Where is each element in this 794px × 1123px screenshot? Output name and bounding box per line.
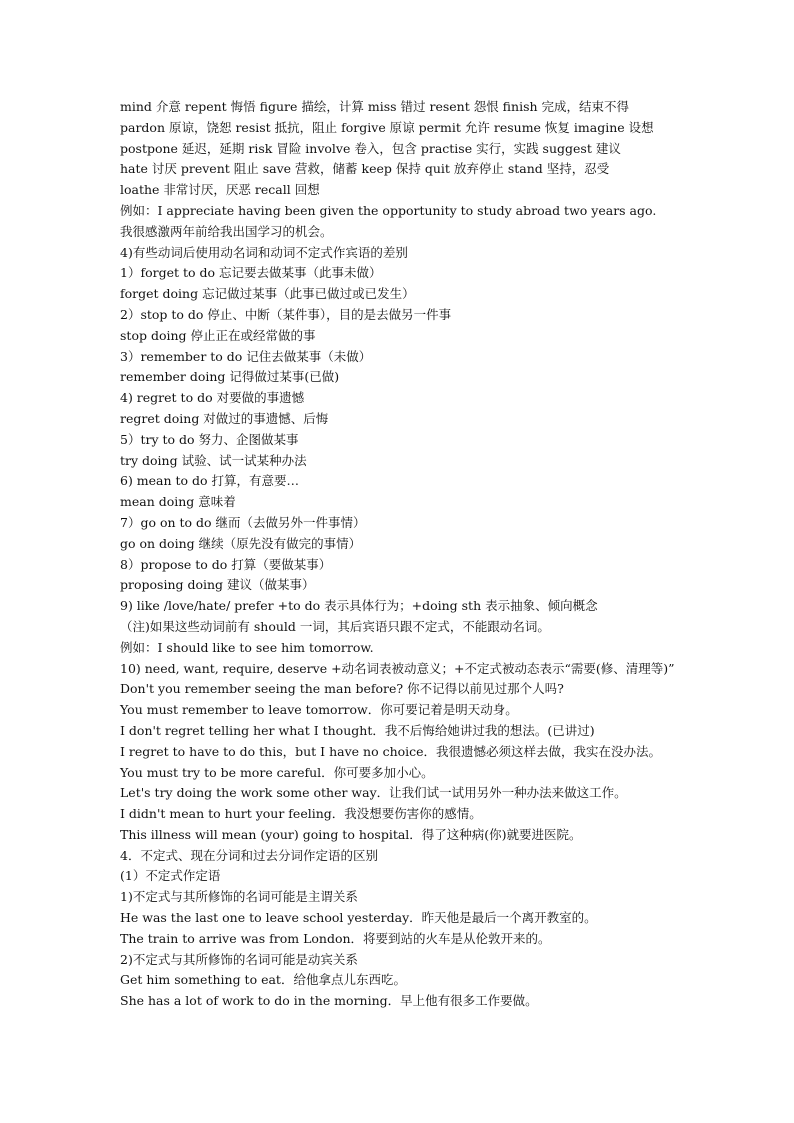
text-line: regret doing 对做过的事遗憾、后悔	[120, 410, 329, 426]
text-line: postpone 延迟，延期 risk 冒险 involve 卷入，包含 practise 实行，实践 suggest 建议	[120, 140, 621, 156]
subsection-heading: (1）不定式作定语	[120, 868, 221, 884]
text-line: mean doing 意味着	[120, 494, 236, 510]
section-heading: 4)有些动词后使用动名词和动词不定式作宾语的差别	[120, 244, 408, 260]
text-line: stop doing 停止正在或经常做的事	[120, 327, 316, 343]
text-line: （注)如果这些动词前有 should 一词，其后宾语只跟不定式，不能跟动名词。	[120, 618, 550, 634]
text-line: 2）stop to do 停止、中断（某件事），目的是去做另一件事	[120, 306, 452, 322]
text-line: forget doing 忘记做过某事（此事已做过或已发生）	[120, 286, 415, 302]
text-line: go on doing 继续（原先没有做完的事情）	[120, 535, 362, 551]
text-line: Get him something to eat．给他拿点儿东西吃。	[120, 972, 406, 988]
text-line: proposing doing 建议（做某事）	[120, 577, 315, 593]
text-line: She has a lot of work to do in the morning．早上他有很多工作要做。	[120, 993, 538, 1009]
text-line: Let's try doing the work some other way．让我们试一试用另外一种办法来做这工作。	[120, 785, 627, 801]
text-line: 1)不定式与其所修饰的名词可能是主谓关系	[120, 889, 358, 905]
text-line: This illness will mean (your) going to hospital．得了这种病(你)就要进医院。	[120, 826, 582, 842]
text-line: mind 介意 repent 悔悟 figure 描绘，计算 miss 错过 resent 怨恨 finish 完成，结束不得	[120, 99, 630, 114]
text-line: 3）remember to do 记住去做某事（未做）	[120, 348, 372, 364]
text-line: 1）forget to do 忘记要去做某事（此事未做）	[120, 265, 382, 281]
text-line: 10) need, want, require, deserve +动名词表被动意义；+不定式被动态表示“需要(修、清理等)”	[120, 660, 675, 676]
text-line: 例如：I should like to see him tomorrow.	[120, 639, 374, 655]
text-line: 5）try to do 努力、企图做某事	[120, 431, 299, 447]
text-line: Don't you remember seeing the man before? 你不记得以前见过那个人吗?	[120, 681, 564, 697]
text-line: 8）propose to do 打算（要做某事）	[120, 556, 332, 572]
text-line: pardon 原谅，饶恕 resist 抵抗，阻止 forgive 原谅 permit 允许 resume 恢复 imagine 设想	[120, 119, 654, 135]
text-line: 例如：I appreciate having been given the opportunity to study abroad two years ago.	[120, 202, 657, 218]
text-line: 7）go on to do 继而（去做另外一件事情）	[120, 514, 366, 530]
text-line: 2)不定式与其所修饰的名词可能是动宾关系	[120, 951, 358, 967]
text-line: loathe 非常讨厌，厌恶 recall 回想	[120, 182, 320, 198]
text-line: The train to arrive was from London．将要到站的火车是从伦敦开来的。	[120, 930, 551, 946]
text-line: I regret to have to do this，but I have no choice．我很遗憾必须这样去做，我实在没办法。	[120, 743, 662, 759]
text-line: He was the last one to leave school yesterday．昨天他是最后一个离开教室的。	[120, 910, 597, 926]
text-line: I don't regret telling her what I thought．我不后悔给她讲过我的想法。(已讲过)	[120, 722, 595, 738]
text-line: 我很感激两年前给我出国学习的机会。	[120, 223, 333, 239]
document-body	[120, 97, 760, 1012]
text-line: You must try to be more careful．你可要多加小心。	[120, 764, 434, 780]
text-line: remember doing 记得做过某事(已做)	[120, 369, 340, 385]
text-line: hate 讨厌 prevent 阻止 save 营救，储蓄 keep 保持 quit 放弃停止 stand 坚持，忍受	[120, 161, 610, 177]
section-heading: 4．不定式、现在分词和过去分词作定语的区别	[120, 847, 378, 863]
text-line: try doing 试验、试一试某种办法	[120, 452, 307, 468]
text-line: 4) regret to do 对要做的事遗憾	[120, 390, 305, 406]
text-line: 6) mean to do 打算，有意要…	[120, 473, 300, 489]
text-line: You must remember to leave tomorrow．你可要记着是明天动身。	[120, 702, 518, 718]
text-line: 9) like /love/hate/ prefer +to do 表示具体行为；+doing sth 表示抽象、倾向概念	[120, 598, 598, 614]
text-line: I didn't mean to hurt your feeling．我没想要伤害你的感情。	[120, 806, 482, 822]
